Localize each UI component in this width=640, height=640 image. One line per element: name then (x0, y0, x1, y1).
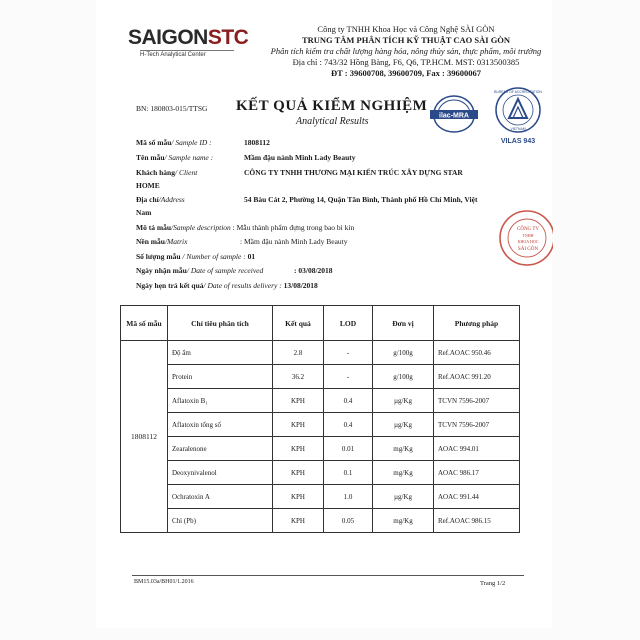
vilas-accreditation-logo (492, 86, 544, 148)
sample-name-label: Tên mẫu/ Sample name : (136, 153, 214, 162)
form-code: BM15.03a/BH01/1.2016 (134, 579, 194, 585)
vilas-bureau-text: BUREAU OF ACCREDITATION (494, 90, 542, 94)
cell-parameter: Độ ẩm (168, 341, 273, 365)
cell-unit: µg/Kg (373, 485, 434, 509)
cell-unit: µg/Kg (373, 413, 434, 437)
received-date-row (136, 266, 333, 275)
table-row (121, 341, 520, 365)
row-sample-id: 1808112 (121, 341, 168, 533)
matrix-value: : Mầm đậu nành Minh Lady Beauty (240, 237, 348, 246)
table-row (121, 437, 520, 461)
col-parameter: Chỉ tiêu phân tích (168, 306, 273, 341)
cell-parameter: Ochratoxin A (168, 485, 273, 509)
delivery-date-label: Ngày hẹn trả kết quả/ Date of results delivery : (136, 281, 282, 290)
document-title: KẾT QUẢ KIỂM NGHIỆM (236, 98, 428, 114)
cell-parameter: Deoxynivalenol (168, 461, 273, 485)
table-row (121, 413, 520, 437)
cell-unit: mg/Kg (373, 509, 434, 533)
cell-result: KPH (273, 413, 324, 437)
logo-wordmark: SAIGONSTC (128, 26, 249, 49)
matrix-label: Nền mẫu/Matrix (136, 237, 188, 246)
stamp-line-4: SÀI GÒN (517, 247, 539, 252)
document-number: BN: 180803-015/TTSG (136, 104, 208, 113)
logo-subtitle: H-Tech Analytical Center (140, 52, 206, 58)
page-number: Trang 1/2 (480, 580, 506, 587)
services-line: Phân tích kiểm tra chất lượng hàng hóa, nông thủy sản, thực phẩm, môi trường (270, 46, 542, 56)
client-row-cont (136, 181, 160, 190)
address-line: Địa chỉ : 743/32 Hồng Bàng, F6, Q6, TP.HCM. MST: 0313500385 (292, 57, 520, 67)
table-row (121, 509, 520, 533)
sample-id-row (136, 138, 270, 147)
table-row (121, 461, 520, 485)
table-row (121, 485, 520, 509)
col-sample-id: Mã số mẫu (121, 306, 168, 341)
cell-lod: 1.0 (324, 485, 373, 509)
client-label: Khách hàng/ Client (136, 168, 198, 177)
cell-unit: g/100g (373, 341, 434, 365)
vilas-country-text: VIETNAM (510, 127, 526, 131)
description-row (136, 223, 354, 232)
client-value: CÔNG TY TNHH THƯƠNG MẠI KIẾN TRÚC XÂY DỰNG STAR (244, 168, 463, 177)
cell-result: 2.8 (273, 341, 324, 365)
logo-divider (140, 50, 234, 51)
description-label: Mô tả mẫu/Sample description (136, 223, 231, 232)
address-label: Địa chỉ/Address (136, 195, 185, 204)
col-result: Kết quả (273, 306, 324, 341)
phone-line: ĐT : 39600708, 39600709, Fax : 39600067 (330, 68, 481, 78)
saigonstc-logo (128, 26, 249, 72)
cell-unit: g/100g (373, 365, 434, 389)
cell-lod: - (324, 365, 373, 389)
table-row (121, 365, 520, 389)
cell-parameter: Aflatoxin tổng số (168, 413, 273, 437)
cell-method: Ref.AOAC 986.15 (434, 509, 520, 533)
address-value-cont: Nam (136, 208, 152, 217)
col-method: Phương pháp (434, 306, 520, 341)
cell-method: AOAC 994.01 (434, 437, 520, 461)
table-row (121, 389, 520, 413)
document-subtitle: Analytical Results (296, 116, 369, 127)
sample-count-row (136, 252, 255, 261)
cell-lod: 0.05 (324, 509, 373, 533)
results-table (120, 305, 520, 533)
cell-method: AOAC 986.17 (434, 461, 520, 485)
cell-result: KPH (273, 461, 324, 485)
client-value-cont: HOME (136, 181, 160, 190)
delivery-date-row (136, 281, 318, 290)
sample-count-value: 01 (247, 252, 256, 261)
stamp-line-2: TNHH (522, 233, 534, 238)
cell-parameter: Zearalenone (168, 437, 273, 461)
cell-lod: 0.1 (324, 461, 373, 485)
cell-method: AOAC 991.44 (434, 485, 520, 509)
sample-id-label: Mã số mẫu/ Sample ID : (136, 138, 212, 147)
cell-result: KPH (273, 389, 324, 413)
cell-lod: 0.4 (324, 413, 373, 437)
cell-method: Ref.AOAC 950.46 (434, 341, 520, 365)
received-date-value: : 03/08/2018 (294, 266, 333, 275)
sample-id-value: 1808112 (244, 138, 270, 147)
results-header-row (121, 306, 520, 341)
sample-name-value: Mầm đậu nành Minh Lady Beauty (244, 153, 356, 162)
cell-unit: mg/Kg (373, 461, 434, 485)
cell-lod: 0.01 (324, 437, 373, 461)
cell-parameter: Aflatoxin B₁ (168, 389, 273, 413)
delivery-date-value: 13/08/2018 (283, 281, 318, 290)
cell-lod: - (324, 341, 373, 365)
company-header (246, 24, 566, 79)
cell-result: KPH (273, 437, 324, 461)
address-row (136, 195, 478, 204)
client-row (136, 168, 463, 177)
company-seal-stamp (497, 206, 553, 270)
cell-result: KPH (273, 509, 324, 533)
matrix-row (136, 237, 348, 246)
cell-unit: mg/Kg (373, 437, 434, 461)
cell-parameter: Protein (168, 365, 273, 389)
stamp-line-3: KHOA HỌC (517, 239, 539, 244)
company-name: Công ty TNHH Khoa Học và Công Nghệ SÀI GÒN (317, 24, 495, 34)
cell-method: TCVN 7596-2007 (434, 413, 520, 437)
col-unit: Đơn vị (373, 306, 434, 341)
cell-method: TCVN 7596-2007 (434, 389, 520, 413)
cell-result: 36.2 (273, 365, 324, 389)
received-date-label: Ngày nhận mẫu/ Date of sample received (136, 266, 264, 275)
sample-name-row (136, 153, 356, 162)
stamp-line-1: CÔNG TY (517, 227, 539, 232)
ilac-mra-logo (426, 94, 482, 134)
address-value: 54 Bàu Cát 2, Phường 14, Quận Tân Bình, Thành phố Hồ Chí Minh, Việt (244, 195, 478, 204)
sample-count-label: Số lượng mẫu / Number of sample : (136, 252, 246, 261)
ilac-text: ilac-MRA (439, 112, 469, 120)
description-value: : Mẫu thành phẩm đựng trong bao bì kín (232, 223, 355, 232)
cell-unit: µg/Kg (373, 389, 434, 413)
vilas-label: VILAS 943 (500, 138, 536, 145)
cell-lod: 0.4 (324, 389, 373, 413)
cell-method: Ref.AOAC 991.20 (434, 365, 520, 389)
cell-parameter: Chì (Pb) (168, 509, 273, 533)
col-lod: LOD (324, 306, 373, 341)
center-name: TRUNG TÂM PHÂN TÍCH KỸ THUẬT CAO SÀI GÒN (301, 35, 511, 45)
footer-divider (132, 575, 524, 576)
cell-result: KPH (273, 485, 324, 509)
address-row-cont (136, 208, 151, 217)
